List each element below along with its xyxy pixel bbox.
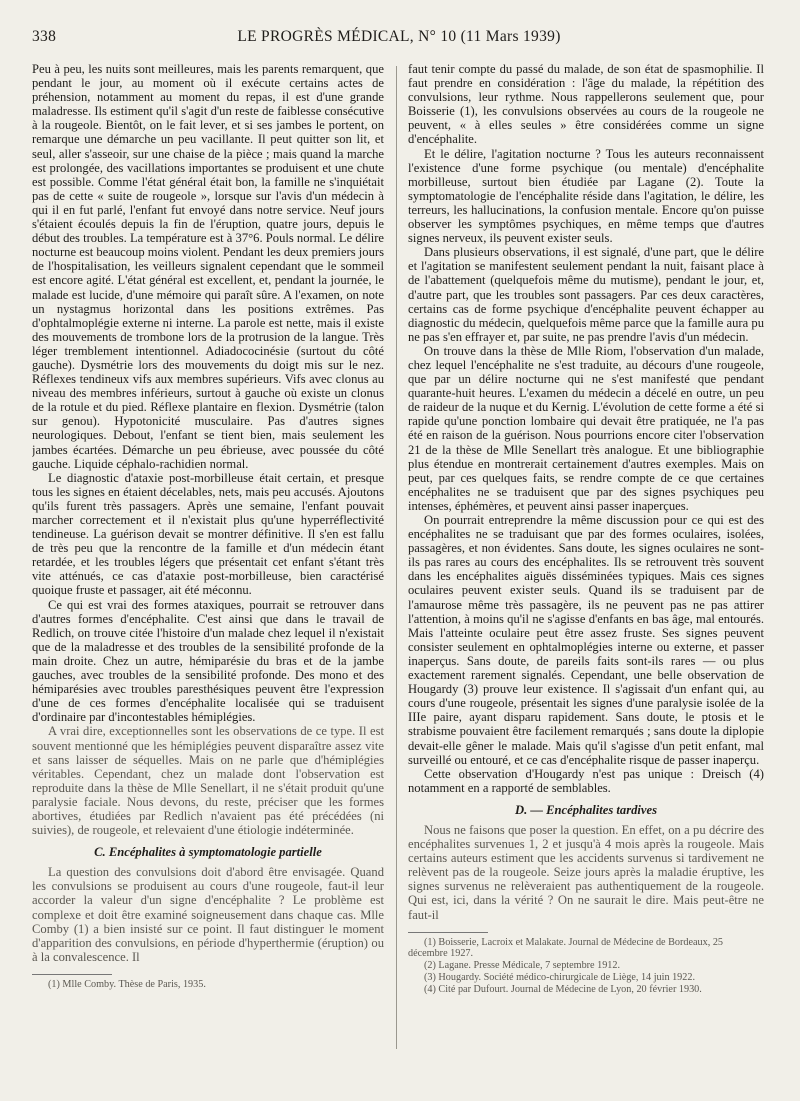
paragraph: Cette observation d'Hougardy n'est pas unique : Dreisch (4) notamment en a rapporté de semblables. (408, 766, 764, 795)
column-divider (396, 66, 397, 1049)
paragraph: Peu à peu, les nuits sont meilleures, mais les parents remarquent, que pendant le jour, au moment où il exécute certains actes de préhension, notamment au moment du repas, il est d'une grande maladresse. Ils estiment qu'il s'agit d'un reste de faiblesse consécutive à la rougeole. Bientôt, on le fait lever, et si ses jambes le portent, on remarque une démarche un peu vacillante. Il peut quitter son lit, et seul, aller s'asseoir, sur une chaise de la pièce ; mais quand la marche est prolongée, des vacillations importantes se produisent et une chute est possible. Comme l'état général était bon, la famille ne s'inquiétait pas de cette « suite de rougeole », lorsque sur l'avis d'un médecin à qui il en fut parlé, l'enfant fut envoyé dans notre service. Neuf jours s'étaient écoulés depuis la fin de l'éruption, quatre jours, depuis le début des troubles. La température est à 37°6. Pouls normal. Le délire nocturne est beaucoup moins violent. Pendant les deux premiers jours de l'hospitalisation, les veilleurs signalent cependant que le sommeil est encore agité. L'état général est excellent, et, pendant la journée, le malade est lucide, d'une mémoire qui paraît sûre. A l'examen, on note un nystagmus horizontal dans les positions extrêmes. Pas d'ophtalmoplégie externe ni interne. La parole est nette, mais il existe des mouvements de trombone lors de la protrusion de la langue. Très léger tremblement intentionnel. Adiadococinésie (surtout du côté gauche). Dysmétrie lors des mouvements du doigt mis sur le nez. Réflexes tendineux vifs aux membres supérieurs. Vifs avec clonus au niveau des membres inférieurs, surtout à gauche où existe un clonus de la rotule et du pied. Réflexe plantaire en flexion. Dysmétrie (talon sur genou). Hypotonicité musculaire. Pas d'autres signes neurologiques. Debout, l'enfant se tient bien, mais seulement les jambes écartées. Démarche un peu ébrieuse, avec poussée du côté gauche. Liquide céphalo-rachidien normal. (32, 62, 384, 471)
journal-title: LE PROGRÈS MÉDICAL, N° 10 (11 Mars 1939) (237, 28, 561, 45)
section-heading-d: D. — Encéphalites tardives (514, 802, 658, 817)
footnote: (2) Lagane. Presse Médicale, 7 septembre 1912. (424, 960, 621, 972)
paragraph: A vrai dire, exceptionnelles sont les observations de ce type. Il est souvent mentionné que les hémiplégies peuvent disparaître assez vite et sans laisser de séquelles. Mais on ne parle que d'hémiplégies véritables. Cependant, chez un malade dont l'observation est reproduite dans la thèse de Mlle Senellart, il ne s'était produit qu'une paralysie faciale. Nous devons, du reste, préciser que les formes abortives, étudiées par Redlich n'avaient pas été précédées (ni suivies), de rougeole, et relevaient d'une étiologie indéterminée. (32, 724, 384, 838)
footnote: (3) Hougardy. Société médico-chirurgicale de Liège, 14 juin 1922. (424, 972, 696, 984)
footnote-rule (32, 974, 112, 975)
paragraph: Le diagnostic d'ataxie post-morbilleuse était certain, et presque tous les signes en étaient décelables, nets, mais peu accusés. Ajoutons qu'ils furent très passagers. Après une semaine, l'enfant pouvait marcher correctement et il n'existait plus qu'une hyperréflectivité tendineuse. La guérison devait se montrer définitive. Il s'en est fallu de très peu que la rencontre de la famille et d'un médecin étant retardée, et les troubles légers que présentait cet enfant s'étant très vite atténués, ce cas d'ataxie post-morbilleuse, bien caractérisé quoique fruste et passager, ait été méconnu. (32, 470, 384, 598)
paragraph: Dans plusieurs observations, il est signalé, d'une part, que le délire et l'agitation se manifestent seulement pendant la nuit, faisant place à de l'abattement (quelquefois même du mutisme), pendant le jour, et, d'autre part, que les troubles sont passagers. Par ces deux caractères, certains cas de forme psychique d'encéphalite peuvent échapper au diagnostic du médecin, quelquefois même parce que la famille aura pu ne pas s'en effrayer et, par suite, ne pas prendre l'avis d'un médecin. (408, 245, 764, 344)
left-column (32, 62, 384, 1071)
page-header (32, 28, 766, 48)
footnote: (1) Boisserie, Lacroix et Malakate. Journal de Médecine de Bordeaux, 25 décembre 1927. (408, 936, 724, 960)
paragraph: Nous ne faisons que poser la question. En effet, on a pu décrire des encéphalites survenues 1, 2 et jusqu'à 4 mois après la rougeole. Mais certains auteurs estiment que les accidents survenus si tardivement ne relèvent pas de la rougeole. Seize jours après la maladie éruptive, les signes survenus ne relèveraient pas authentiquement de la rougeole. Qui est, ici, dans la vérité ? On ne saurait le dire. Mais peut-être ne faut-il (408, 822, 764, 922)
paragraph: Et le délire, l'agitation nocturne ? Tous les auteurs reconnaissent l'existence d'une forme psychique (ou mentale) d'encéphalite morbilleuse, surtout bien étudiée par Lagane (2). Toute la symptomatologie de l'encéphalite réside dans l'agitation, le délire, les terreurs, les hallucinations, la confusion mentale. Encore qu'on puisse observer les symptômes psychiques, en même temps que d'autres signes nerveux, ils peuvent exister seuls. (408, 146, 764, 246)
paragraph: La question des convulsions doit d'abord être envisagée. Quand les convulsions se produisent au cours d'une rougeole, faut-il leur accorder la valeur d'un signe d'encéphalite ? Le problème est complexe et doit être examiné soigneusement dans chaque cas. Mlle Comby (1) a bien insisté sur ce point. Il faut distinguer le moment d'apparition des convulsions, en période d'hyperthermie (éruption) ou à la convalescence. Il (32, 865, 384, 964)
paragraph: On trouve dans la thèse de Mlle Riom, l'observation d'un malade, chez lequel l'encéphalite ne s'est traduite, au décours d'une rougeole, que par un délire nocturne qui ne s'est manifesté que pendant quarante-huit heures. L'examen du médecin a décelé en outre, un peu de raideur de la nuque et du Kernig. L'évolution de cette forme a été si rapide qu'une ponction lombaire qui devait être pratiquée, ne l'a pas été en raison de la guérison. Nous pourrions encore citer l'observation 21 de la thèse de Mlle Senellart très analogue. Et une bibliographie plus étendue en montrerait certainement d'autres exemples. Mais on peut, par ces quelques faits, se rendre compte de ce que certaines encéphalites ne se traduisent que par des signes psychiques peu intenses, éphémères, et peuvent ainsi passer inaperçues. (408, 343, 764, 513)
paragraph: Ce qui est vrai des formes ataxiques, pourrait se retrouver dans d'autres formes d'encéphalite. C'est ainsi que dans le travail de Redlich, on trouve citée l'histoire d'un malade chez lequel il n'existait que de la maladresse et des troubles de la sensibilité profonde de la main droite. Chez un autre, hémiparésie du bras et de la jambe gauches, avec troubles de la sensibilité profonde. Des mono et des hémiparésies avec troubles paresthésiques peuvent être l'expression d'une de ces formes d'encéphalite localisée qui se traduisent d'ordinaire par d'incontestables hémiplégies. (32, 597, 384, 725)
footnote: (4) Cité par Dufourt. Journal de Médecine de Lyon, 20 février 1930. (424, 983, 702, 995)
paragraph: faut tenir compte du passé du malade, de son état de spasmophilie. Il faut prendre en considération : l'âge du malade, la répétition des convulsions, leur rythme. Nous rappellerons seulement que, pour Boisserie (1), les convulsions observées au cours de la rougeole ne peuvent, « à elles seules » être considérées comme un signe d'encéphalite. (408, 62, 764, 147)
right-column (408, 62, 764, 1071)
footnote-rule (408, 932, 488, 933)
footnote: (1) Mlle Comby. Thèse de Paris, 1935. (48, 978, 206, 990)
page-number: 338 (32, 28, 57, 45)
paragraph: On pourrait entreprendre la même discussion pour ce qui est des encéphalites ne se traduisant que par des formes oculaires, isolées, passagères, et non évidentes. Sans doute, les signes oculaires ne sont-ils pas rares au cours des encéphalites. Ils se retrouvent très souvent dans les encéphalites aiguës disséminées typiques. Mais ces signes oculaires peuvent exister seuls. Quand ils se traduisent par de l'amaurose même très passagère, ils ne peuvent pas ne pas attirer l'attention, à moins qu'il ne s'agisse d'enfants en bas âge, mal entourés. Mais l'atteinte oculaire peut être assez fruste. Ses signes peuvent consister seulement en ophtalmoplégies interne ou externe, et passer inaperçus. Sans doute, de pareils faits sont-ils rares — ou plus exactement rarement signalés. Cependant, une belle observation de Hougardy (3) prouve leur existence. Il s'agissait d'un enfant qui, au cours d'une rougeole, présentait les signes d'une paralysie isolée de la IIIe paire, ayant disparu rapidement. Sans doute, le ptosis et le strabisme pouvaient être facilement remarqués ; sans doute la diplopie devait-elle gêner le malade. Mais qu'il s'agisse d'un petit enfant, mal surveillé ou entouré, et ce cas d'encéphalite risque de passer inaperçu. (408, 513, 764, 767)
section-heading-c: C. Encéphalites à symptomatologie partielle (94, 845, 322, 860)
